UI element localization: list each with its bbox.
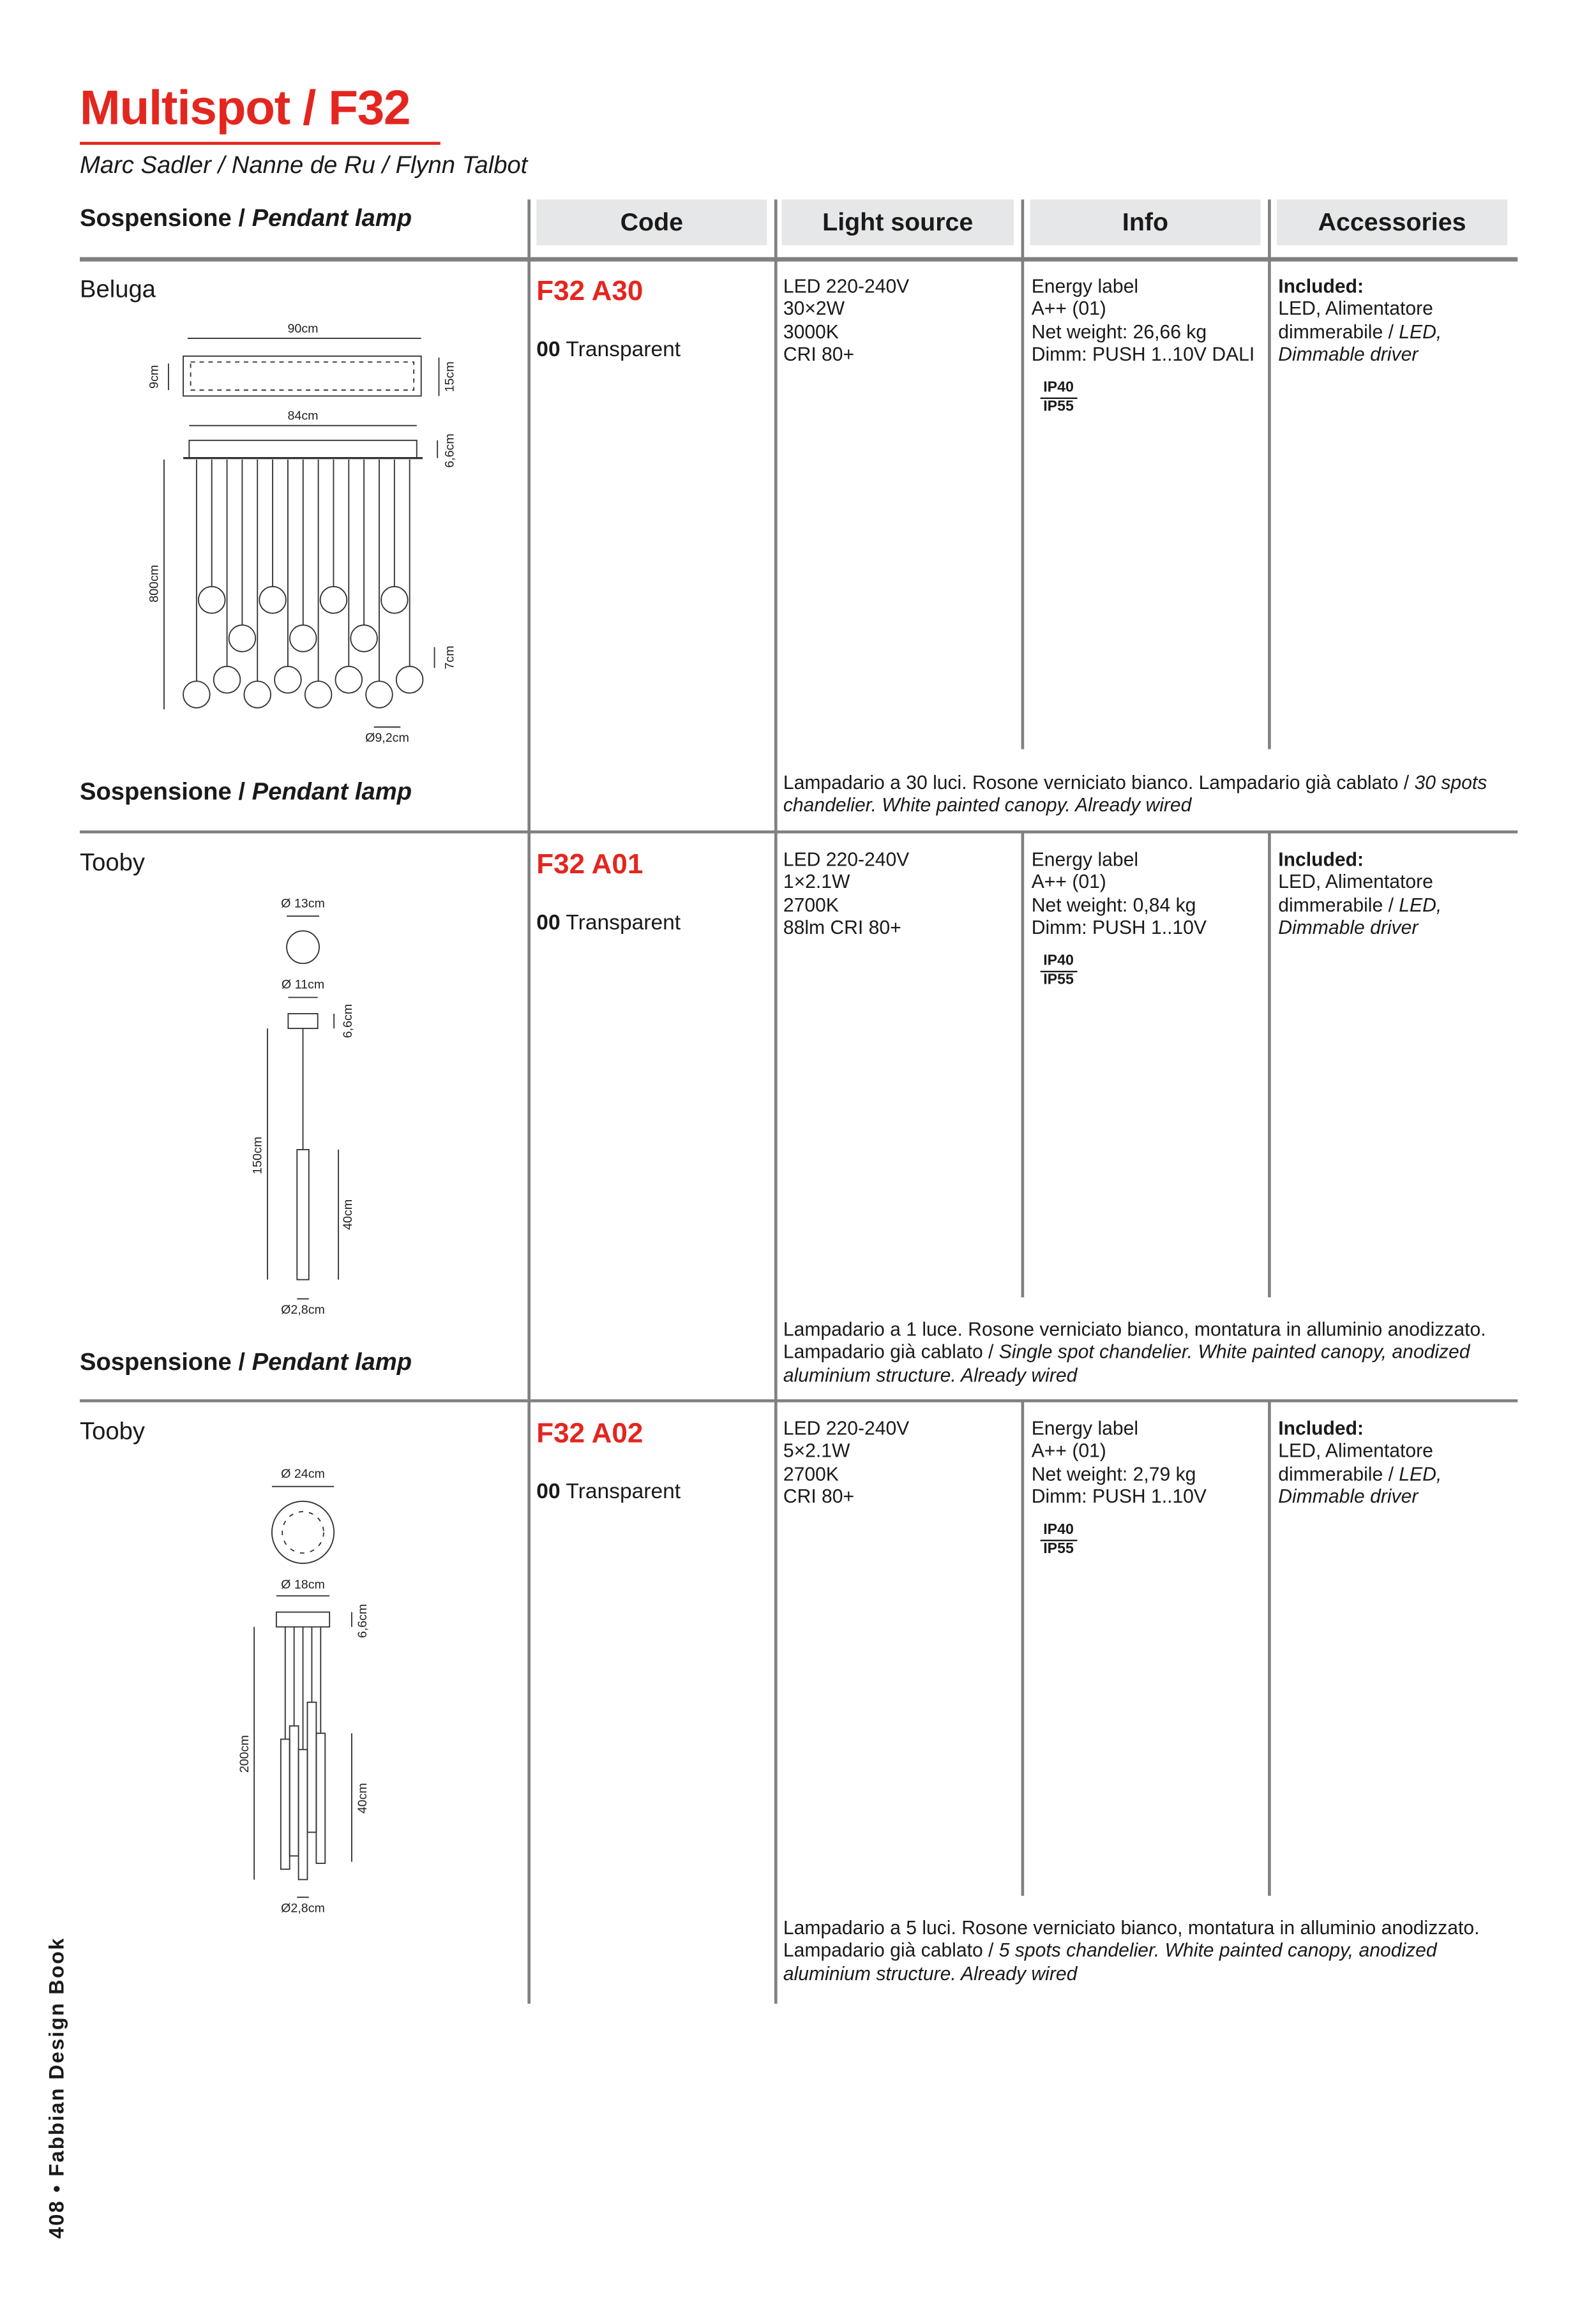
finish-code: 00: [536, 912, 561, 936]
desc-en: Single spot chandelier. White painted canopy, anodized aluminium structure. Already wired: [783, 1341, 1470, 1386]
ip-top: IP40: [1041, 380, 1077, 399]
page-footer: [44, 1937, 68, 2239]
desc-en: 5 spots chandelier. White painted canopy, anodized aluminium structure. Already wired: [783, 1939, 1437, 1984]
globe: [305, 681, 332, 708]
globe: [244, 681, 271, 708]
dim-label: 6,6cm: [442, 433, 457, 468]
column-header-light-source: Light source: [782, 199, 1014, 245]
ip-top: IP40: [1041, 1522, 1077, 1541]
dim-label: Ø 13cm: [281, 896, 325, 911]
category-heading: Sospensione / Pendant lamp: [79, 778, 412, 806]
product-name: Tooby: [79, 850, 145, 876]
dim-label: 40cm: [356, 1783, 370, 1814]
dim-label: Ø2,8cm: [281, 1901, 325, 1916]
acc-it: LED, Alimentatore dimmerabile /: [1278, 871, 1433, 916]
book-title: Fabbian Design Book: [44, 1937, 68, 2177]
globe: [183, 681, 210, 708]
acc-it: LED, Alimentatore dimmerabile /: [1278, 1439, 1433, 1485]
product-code: F32 A02: [536, 1418, 644, 1450]
category-it: Sospensione: [79, 205, 232, 232]
globe: [214, 666, 241, 693]
ip-bottom: IP55: [1043, 1541, 1074, 1558]
dim-label: 9cm: [147, 364, 162, 389]
globe: [290, 625, 317, 652]
category-it: Sospensione: [79, 778, 232, 806]
tooby-single-drawing: [251, 896, 355, 1317]
globe: [366, 681, 393, 708]
ip-bottom: IP55: [1043, 398, 1074, 416]
page-title: Multispot / F32: [79, 79, 410, 135]
acc-title: Included:: [1278, 1416, 1364, 1439]
category-it: Sospensione: [79, 1349, 232, 1376]
designers: Marc Sadler / Nanne de Ru / Flynn Talbot: [79, 152, 528, 179]
globe: [259, 587, 286, 613]
dim-label: 200cm: [237, 1735, 252, 1773]
finish-label: Transparent: [566, 1480, 681, 1505]
category-en: Pendant lamp: [252, 1349, 412, 1376]
acc-title: Included:: [1278, 848, 1364, 871]
globe: [320, 587, 347, 613]
acc-en: LED, Dimmable driver: [1278, 893, 1442, 938]
product-code: F32 A01: [536, 850, 644, 881]
product-name: Tooby: [79, 1418, 145, 1445]
dim-label: 7cm: [442, 645, 457, 670]
acc-title: Included:: [1278, 274, 1364, 297]
dim-label: 90cm: [287, 321, 319, 336]
dim-label: Ø2,8cm: [281, 1302, 325, 1317]
globe: [350, 625, 377, 652]
finish-code: 00: [536, 338, 561, 363]
dim-label: 150cm: [250, 1136, 265, 1175]
info: Energy label A++ (01) Net weight: 0,84 kg Dimm: PUSH 1..10V: [1031, 848, 1207, 938]
page-number: 408: [44, 2199, 68, 2239]
beluga-drawing: [147, 322, 457, 745]
finish-label: Transparent: [566, 912, 681, 936]
ip-bottom: IP55: [1043, 972, 1074, 989]
dim-label: 40cm: [340, 1199, 355, 1230]
desc-it: Lampadario a 5 luci. Rosone verniciato bianco, montatura in alluminio anodizzato. Lampadario già cablato /: [783, 1916, 1480, 1962]
acc-en: LED, Dimmable driver: [1278, 320, 1442, 365]
dim-label: 15cm: [442, 361, 457, 393]
acc-it: LED, Alimentatore dimmerabile /: [1278, 297, 1433, 343]
category-heading: Sospensione / Pendant lamp: [79, 205, 412, 232]
dim-label: 84cm: [287, 409, 319, 423]
column-header-code: Code: [536, 199, 767, 245]
desc-it: Lampadario a 1 luce. Rosone verniciato bianco, montatura in alluminio anodizzato. Lampadario già cablato /: [783, 1318, 1486, 1363]
dim-label: Ø 18cm: [281, 1577, 325, 1592]
ip-top: IP40: [1041, 953, 1077, 972]
separator: •: [44, 2183, 68, 2193]
globe: [199, 587, 225, 613]
globe: [396, 666, 423, 693]
globe: [229, 625, 256, 652]
light-source: LED 220-240V 30×2W 3000K CRI 80+: [783, 274, 910, 365]
dim-label: Ø 24cm: [281, 1466, 325, 1481]
finish-label: Transparent: [566, 338, 681, 363]
globe: [275, 666, 301, 693]
category-en: Pendant lamp: [252, 778, 412, 806]
dim-label: Ø 11cm: [281, 977, 325, 992]
dim-label: 800cm: [147, 564, 162, 603]
product-name: Beluga: [79, 276, 156, 303]
column-header-info: Info: [1030, 199, 1260, 245]
tooby-five-drawing: [237, 1467, 370, 1916]
dim-label: Ø9,2cm: [365, 731, 409, 746]
category-heading: Sospensione / Pendant lamp: [79, 1349, 412, 1376]
finish-code: 00: [536, 1480, 561, 1505]
info: Energy label A++ (01) Net weight: 2,79 kg Dimm: PUSH 1..10V: [1031, 1416, 1207, 1507]
dim-label: 6,6cm: [356, 1604, 370, 1639]
acc-en: LED, Dimmable driver: [1278, 1462, 1442, 1507]
category-en: Pendant lamp: [252, 205, 412, 232]
dim-label: 6,6cm: [340, 1003, 355, 1039]
globe: [381, 587, 408, 613]
light-source: LED 220-240V 5×2.1W 2700K CRI 80+: [783, 1416, 910, 1507]
globe: [335, 666, 362, 693]
product-code: F32 A30: [536, 276, 644, 308]
light-source: LED 220-240V 1×2.1W 2700K 88lm CRI 80+: [783, 848, 910, 938]
desc-en: 30 spots chandelier. White painted canopy. Already wired: [783, 771, 1487, 816]
info: Energy label A++ (01) Net weight: 26,66 kg Dimm: PUSH 1..10V DALI: [1031, 274, 1255, 365]
column-header-accessories: Accessories: [1277, 199, 1507, 245]
desc-it: Lampadario a 30 luci. Rosone verniciato bianco. Lampadario già cablato /: [783, 771, 1415, 794]
